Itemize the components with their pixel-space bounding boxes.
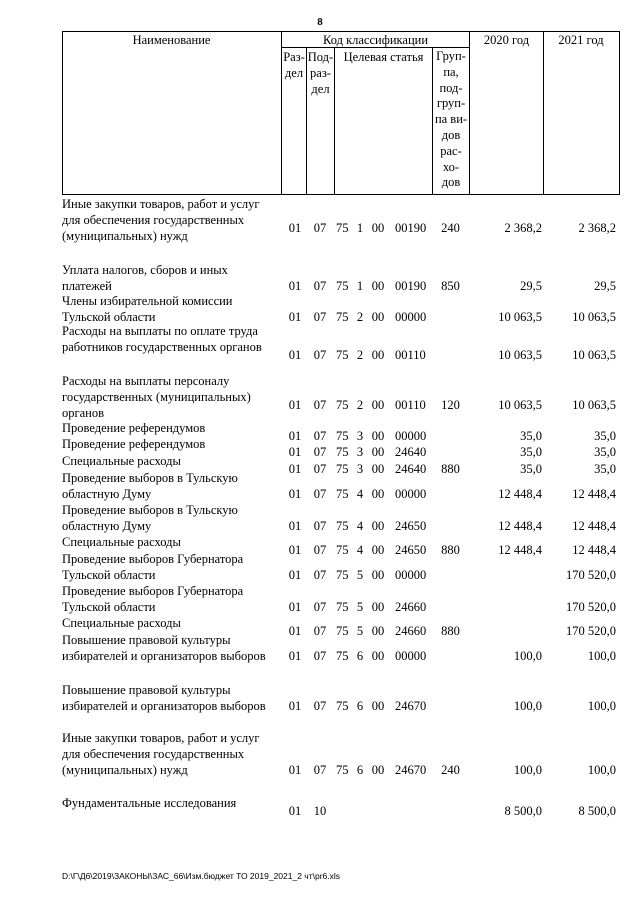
row-razdel: 01 [288, 279, 302, 293]
row-razdel: 01 [288, 649, 302, 663]
header-razdel-line: Раз- [283, 50, 305, 64]
row-razdel: 01 [288, 429, 302, 443]
row-value-2020: 12 448,4 [498, 519, 542, 533]
row-name-line: работников государственных органов [62, 340, 262, 354]
row-target-b: 3 [356, 462, 364, 476]
row-value-2021: 35,0 [594, 429, 616, 443]
row-podrazdel: 07 [313, 649, 327, 663]
row-value-2021: 170 520,0 [566, 568, 616, 582]
row-target-b: 2 [356, 348, 364, 362]
row-name [62, 373, 284, 421]
row-target-c: 00 [371, 624, 385, 638]
row-value-2021: 10 063,5 [572, 348, 616, 362]
row-group: 240 [441, 763, 460, 777]
row-name [62, 682, 284, 714]
row-value-2021: 2 368,2 [578, 221, 616, 235]
row-name [62, 730, 284, 778]
row-target-b: 4 [356, 543, 364, 557]
row-target-b: 3 [356, 429, 364, 443]
row-podrazdel: 07 [313, 487, 327, 501]
row-podrazdel: 07 [313, 348, 327, 362]
row-target-a: 75 [336, 699, 349, 713]
row-podrazdel: 07 [313, 310, 327, 324]
row-podrazdel: 07 [313, 398, 327, 412]
row-value-2021: 100,0 [587, 699, 616, 713]
row-name-line: областную Думу [62, 519, 152, 533]
row-podrazdel: 07 [313, 279, 327, 293]
row-podrazdel: 07 [313, 568, 327, 582]
row-name-line: Иные закупки товаров, работ и услуг [62, 731, 260, 745]
row-name-line: Иные закупки товаров, работ и услуг [62, 197, 260, 211]
row-name-line: Проведение выборов Губернатора [62, 552, 244, 566]
row-value-2020: 10 063,5 [498, 310, 542, 324]
row-target-c: 00 [371, 519, 385, 533]
row-target-d: 00190 [395, 221, 427, 235]
row-target-c: 00 [371, 221, 385, 235]
row-value-2020: 10 063,5 [498, 398, 542, 412]
row-target-c: 00 [371, 649, 385, 663]
row-name-line: государственных (муниципальных) [62, 390, 251, 404]
row-target-b: 2 [356, 310, 364, 324]
file-path-footer: D:\Г\Д6\2019\ЗАКОНЫ\ЗАС_66\Изм.бюджет ТО 2019_2021_2 чт\pr6.xls [62, 871, 341, 881]
row-razdel: 01 [288, 699, 302, 713]
row-name-line: областную Думу [62, 487, 152, 501]
header-group-line: дов [441, 127, 461, 142]
row-target-d: 00000 [395, 429, 427, 443]
row-name [62, 196, 284, 244]
header-name: Наименование [132, 33, 211, 47]
row-target-d: 24660 [395, 600, 427, 614]
row-value-2021: 100,0 [587, 763, 616, 777]
header-group-line: па, [443, 64, 459, 79]
row-target-b: 5 [356, 624, 364, 638]
row-target-c: 00 [371, 398, 385, 412]
row-group: 120 [441, 398, 460, 412]
row-razdel: 01 [288, 221, 302, 235]
row-target-d: 24660 [395, 624, 427, 638]
row-target-d: 24650 [395, 519, 427, 533]
row-target-a: 75 [336, 429, 349, 443]
row-target-c: 00 [371, 600, 385, 614]
row-name-line: Специальные расходы [62, 535, 181, 549]
header-vline [543, 31, 544, 194]
row-podrazdel: 07 [313, 462, 327, 476]
row-target-d: 24640 [395, 462, 427, 476]
row-name-line: Фундаментальные исследования [62, 796, 237, 810]
header-group-line: груп- [436, 96, 466, 111]
row-value-2021: 170 520,0 [566, 600, 616, 614]
page-number: 8 [317, 16, 323, 28]
row-name-line: Проведение выборов в Тульскую [62, 471, 238, 485]
row-target-a: 75 [336, 487, 349, 501]
row-razdel: 01 [288, 445, 302, 459]
row-name [62, 583, 284, 615]
row-value-2020: 2 368,2 [504, 221, 542, 235]
row-razdel: 01 [288, 763, 302, 777]
row-target-b: 3 [356, 445, 364, 459]
row-target-a: 75 [336, 445, 349, 459]
row-name-line: для обеспечения государственных [62, 213, 245, 227]
header-razdel-line: дел [284, 66, 304, 80]
row-target-d: 00000 [395, 487, 427, 501]
row-name [62, 436, 284, 452]
row-podrazdel: 07 [313, 699, 327, 713]
row-target-d: 00000 [395, 649, 427, 663]
row-name-line: платежей [62, 279, 112, 293]
row-target-c: 00 [371, 763, 385, 777]
row-razdel: 01 [288, 310, 302, 324]
row-name [62, 795, 284, 811]
row-name-line: Повышение правовой культуры [62, 683, 231, 697]
row-name-line: Члены избирательной комиссии [62, 294, 233, 308]
row-target-a: 75 [336, 600, 349, 614]
row-name [62, 420, 284, 436]
row-name-line: Уплата налогов, сборов и иных [62, 263, 228, 277]
row-target-b: 4 [356, 519, 364, 533]
row-target-a: 75 [336, 649, 349, 663]
header-razdel [282, 49, 306, 81]
row-podrazdel: 07 [313, 763, 327, 777]
header-podrazdel-line: дел [311, 82, 330, 96]
row-target-b: 6 [356, 649, 364, 663]
row-target-d: 24670 [395, 699, 427, 713]
row-name-line: (муниципальных) нужд [62, 763, 188, 777]
row-name-line: Специальные расходы [62, 454, 181, 468]
row-razdel: 01 [288, 624, 302, 638]
row-name-line: Расходы на выплаты по оплате труда [62, 324, 258, 338]
header-vline [334, 47, 335, 194]
row-razdel: 01 [288, 543, 302, 557]
row-razdel: 01 [288, 348, 302, 362]
row-value-2020: 29,5 [520, 279, 542, 293]
row-target-c: 00 [371, 487, 385, 501]
header-2021: 2021 год [558, 33, 604, 47]
row-value-2020: 100,0 [513, 649, 542, 663]
row-target-a: 75 [336, 279, 349, 293]
row-group: 880 [441, 543, 460, 557]
row-name [62, 551, 284, 583]
row-name [62, 293, 284, 325]
row-value-2021: 12 448,4 [572, 487, 616, 501]
row-target-c: 00 [371, 543, 385, 557]
header-podrazdel [307, 49, 334, 97]
row-target-c: 00 [371, 310, 385, 324]
row-target-c: 00 [371, 462, 385, 476]
row-name [62, 470, 284, 502]
row-target-a: 75 [336, 398, 349, 412]
row-target-a: 75 [336, 543, 349, 557]
row-target-d: 00000 [395, 310, 427, 324]
row-podrazdel: 07 [313, 429, 327, 443]
row-name-line: Повышение правовой культуры [62, 633, 231, 647]
row-value-2020: 12 448,4 [498, 543, 542, 557]
row-name-line: избирателей и организаторов выборов [62, 699, 266, 713]
row-razdel: 01 [288, 804, 302, 818]
row-name-line: Расходы на выплаты персоналу [62, 374, 230, 388]
row-target-b: 5 [356, 568, 364, 582]
row-name-line: органов [62, 406, 105, 420]
row-value-2021: 10 063,5 [572, 398, 616, 412]
header-target: Целевая статья [343, 50, 424, 64]
row-value-2021: 35,0 [594, 445, 616, 459]
row-value-2020: 35,0 [520, 445, 542, 459]
row-name-line: Специальные расходы [62, 616, 181, 630]
header-group [433, 49, 469, 191]
row-value-2020: 10 063,5 [498, 348, 542, 362]
row-name-line: Проведение выборов Губернатора [62, 584, 244, 598]
row-razdel: 01 [288, 462, 302, 476]
row-target-b: 6 [356, 699, 364, 713]
row-target-b: 4 [356, 487, 364, 501]
row-target-a: 75 [336, 310, 349, 324]
row-value-2020: 100,0 [513, 699, 542, 713]
row-name [62, 323, 284, 355]
row-value-2021: 10 063,5 [572, 310, 616, 324]
row-target-a: 75 [336, 462, 349, 476]
row-value-2020: 35,0 [520, 462, 542, 476]
row-target-c: 00 [371, 348, 385, 362]
header-code: Код классификации [322, 33, 429, 47]
row-name-line: Проведение референдумов [62, 421, 206, 435]
row-value-2021: 100,0 [587, 649, 616, 663]
row-value-2020: 8 500,0 [504, 804, 542, 818]
row-podrazdel: 07 [313, 600, 327, 614]
row-name [62, 615, 284, 631]
row-name [62, 453, 284, 469]
row-group: 880 [441, 624, 460, 638]
header-group-line: Груп- [436, 49, 466, 63]
row-group: 880 [441, 462, 460, 476]
header-group-line: хо- [442, 159, 460, 174]
row-podrazdel: 07 [313, 221, 327, 235]
row-target-b: 6 [356, 763, 364, 777]
row-name-line: избирателей и организаторов выборов [62, 649, 266, 663]
row-target-a: 75 [336, 221, 349, 235]
row-razdel: 01 [288, 398, 302, 412]
row-name-line: Тульской области [62, 310, 156, 324]
row-name [62, 534, 284, 550]
row-podrazdel: 07 [313, 519, 327, 533]
row-target-d: 00110 [395, 348, 426, 362]
row-value-2021: 12 448,4 [572, 519, 616, 533]
row-target-b: 5 [356, 600, 364, 614]
row-target-d: 00000 [395, 568, 427, 582]
row-razdel: 01 [288, 600, 302, 614]
row-target-d: 24640 [395, 445, 427, 459]
row-value-2020: 12 448,4 [498, 487, 542, 501]
row-name-line: Проведение референдумов [62, 437, 206, 451]
row-name-line: (муниципальных) нужд [62, 229, 188, 243]
row-target-c: 00 [371, 568, 385, 582]
row-target-b: 1 [356, 279, 364, 293]
row-value-2020: 35,0 [520, 429, 542, 443]
header-vline [469, 31, 470, 194]
row-group: 240 [441, 221, 460, 235]
row-target-a: 75 [336, 624, 349, 638]
header-group-line: под- [439, 80, 463, 95]
header-2020: 2020 год [483, 33, 530, 47]
row-razdel: 01 [288, 568, 302, 582]
row-value-2021: 8 500,0 [578, 804, 616, 818]
row-value-2020: 100,0 [513, 763, 542, 777]
row-podrazdel: 10 [313, 804, 327, 818]
row-razdel: 01 [288, 487, 302, 501]
row-name-line: Тульской области [62, 600, 156, 614]
row-target-c: 00 [371, 429, 385, 443]
row-target-c: 00 [371, 279, 385, 293]
row-target-d: 24670 [395, 763, 427, 777]
row-target-d: 24650 [395, 543, 427, 557]
row-group: 850 [441, 279, 460, 293]
header-podrazdel-line: раз- [310, 66, 331, 80]
row-name [62, 632, 284, 664]
row-target-b: 2 [356, 398, 364, 412]
row-name-line: Проведение выборов в Тульскую [62, 503, 238, 517]
row-podrazdel: 07 [313, 543, 327, 557]
row-target-b: 1 [356, 221, 364, 235]
row-razdel: 01 [288, 519, 302, 533]
row-value-2021: 29,5 [594, 279, 616, 293]
row-name-line: Тульской области [62, 568, 156, 582]
row-value-2021: 35,0 [594, 462, 616, 476]
row-target-a: 75 [336, 568, 349, 582]
row-target-c: 00 [371, 699, 385, 713]
header-group-line: па ви- [434, 112, 468, 127]
row-target-a: 75 [336, 763, 349, 777]
row-target-c: 00 [371, 445, 385, 459]
header-group-line: рас- [440, 143, 462, 158]
row-target-d: 00110 [395, 398, 426, 412]
row-value-2021: 12 448,4 [572, 543, 616, 557]
row-target-d: 00190 [395, 279, 427, 293]
row-target-a: 75 [336, 348, 349, 362]
row-podrazdel: 07 [313, 624, 327, 638]
row-podrazdel: 07 [313, 445, 327, 459]
row-name [62, 502, 284, 534]
header-group-line: дов [441, 175, 461, 190]
row-name-line: для обеспечения государственных [62, 747, 245, 761]
row-target-a: 75 [336, 519, 349, 533]
header-podrazdel-line: Под- [307, 50, 334, 64]
row-name [62, 262, 284, 294]
row-value-2021: 170 520,0 [566, 624, 616, 638]
